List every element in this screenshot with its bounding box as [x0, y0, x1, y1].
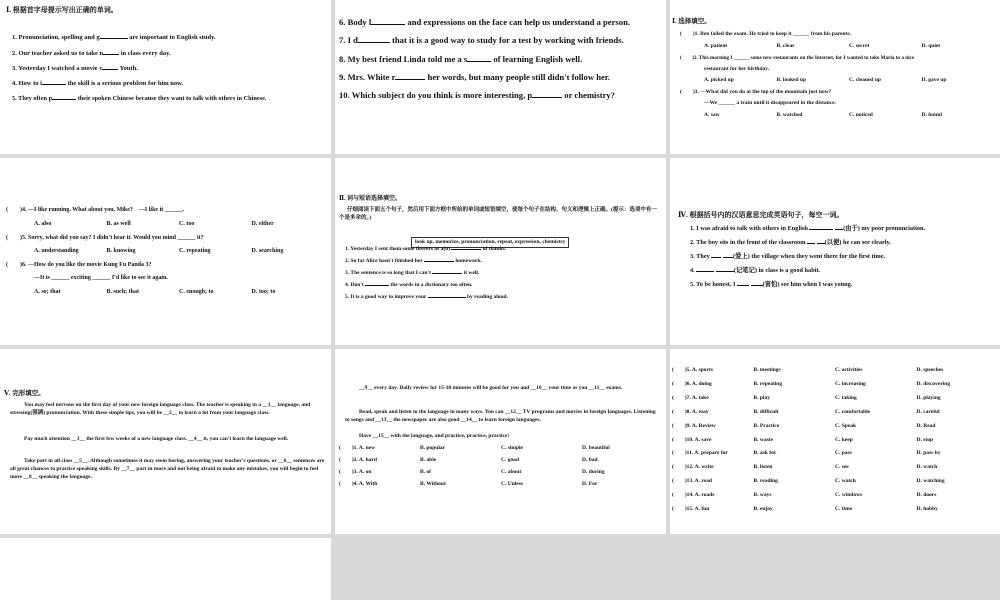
answer-blank[interactable]: [532, 96, 562, 98]
answer-blank[interactable]: [696, 270, 714, 272]
slide-cloze-passage: [0, 349, 331, 534]
question-1: 1. Yesterday I sent them some flowers as a(n) of thanks.: [345, 246, 507, 252]
question-2: 2. Our teacher asked us to take n in class every day.: [12, 50, 171, 57]
option-d[interactable]: D. quiet: [921, 43, 941, 49]
passage-paragraph-3: Take part in all class __5__. Although sometimes it may seem boring, answering your teacher's questions, or __6__ sentences are all great chances to practice speaking skills. By __7__ part in more and not being afraid to make any mistakes, you will begin to feel more __8__ speaking the language.: [10, 458, 325, 480]
answer-blank[interactable]: [371, 23, 405, 25]
section-heading: Ⅱ. 词与短语选择填空。: [339, 196, 402, 202]
option-row-2: ( )2. A. hard B. able C. good D. bad: [339, 457, 598, 463]
question-6-cont: —It is ______ exciting ______ I'd like to see it again.: [34, 275, 168, 281]
question-3: 3. They (爱上) the village when they went there for the first time.: [690, 253, 886, 260]
question-1: 1. Pronunciation, spelling and g are important to English study.: [12, 34, 216, 41]
answer-blank[interactable]: [751, 284, 763, 286]
answer-blank[interactable]: [451, 248, 481, 250]
answer-blank[interactable]: [737, 284, 749, 286]
question-7: 7. I d that it is a good way to study for a test by working with friends.: [339, 35, 624, 45]
option-b[interactable]: B. as well: [106, 221, 131, 227]
answer-blank[interactable]: [723, 256, 733, 258]
section-heading: Ⅳ. 根据括号内的汉语意思完成英语句子，每空一词。: [678, 211, 844, 219]
option-a[interactable]: A. so; that: [34, 289, 61, 295]
answer-blank[interactable]: [711, 256, 721, 258]
slide-word-choice: [335, 158, 666, 345]
question-1: 1. I was afraid to talk with others in English (由于) my poor pronunciation.: [690, 225, 926, 232]
question-1: ( )1. Ben failed the exam. He tried to keep it ______ from his parents.: [680, 31, 851, 37]
answer-blank[interactable]: [807, 242, 815, 244]
answer-blank[interactable]: [467, 60, 491, 62]
options-2: [704, 77, 994, 84]
instructions: 仔细阅读下面五个句子，然后用下面方框中所给的单词或短语填空，使每个句子在结构、句义和逻辑上正确。(提示：选项中有一个是多余的。): [339, 207, 657, 221]
option-d[interactable]: D. gave up: [921, 77, 947, 83]
option-a[interactable]: A. understanding: [34, 248, 79, 254]
option-row-6: ( )6. A. doing B. repeating C. increasing D. discovering: [672, 381, 951, 387]
question-2: 2. So far Alice hasn't finished her homework.: [345, 258, 482, 264]
option-c[interactable]: C. repeating: [179, 248, 211, 254]
option-b[interactable]: B. looked up: [776, 77, 806, 83]
answer-blank[interactable]: [52, 98, 76, 100]
question-9: 9. Mrs. White r her words, but many people still didn't follow her.: [339, 72, 610, 82]
question-8: 8. My best friend Linda told me a s of learning English well.: [339, 54, 583, 64]
option-row-1: ( )1. A. new B. popular C. simple D. beautiful: [339, 445, 610, 451]
option-row-11: ( )11. A. prepare for B. ask for C. pass D. pass by: [672, 450, 941, 456]
option-a[interactable]: A. picked up: [704, 77, 734, 83]
passage-paragraph-5: Read, speak and listen to the language in many ways. You can __12__ TV programs and movies in foreign languages. Listening to songs and __13__ the newspaper are also good __14__ to learn foreign languages.: [345, 409, 656, 423]
answer-blank[interactable]: [102, 68, 118, 70]
option-d[interactable]: D. either: [251, 221, 274, 227]
option-row-8: ( )8. A. easy B. difficult C. comfortable D. careful: [672, 409, 940, 415]
question-4: 4. (记笔记) in class is a good habit.: [690, 267, 821, 274]
answer-blank[interactable]: [428, 296, 466, 298]
question-4: ( )4. —I like running. What about you, Mike? —I like it ______.: [6, 207, 185, 213]
option-row-13: ( )13. A. read B. reading C. watch D. watching: [672, 478, 945, 484]
answer-blank[interactable]: [42, 83, 66, 85]
question-3-cont: —We ______ a train until it disappeared in the distance.: [704, 100, 836, 106]
option-row-15: ( )15. A. fun B. enjoy C. time D. hobby: [672, 506, 938, 512]
slide-cloze-options: [670, 349, 1000, 534]
question-5: ( )5. Sorry, what did you say? I didn't hear it. Would you mind ______ it?: [6, 235, 204, 241]
option-row-14: ( )14. A. roads B. ways C. windows D. doors: [672, 492, 937, 498]
option-d[interactable]: D. searching: [251, 248, 284, 254]
section-heading: Ⅰ. 根据首字母提示写出正确的单词。: [6, 6, 118, 14]
option-b[interactable]: B. clear: [776, 43, 795, 49]
option-a[interactable]: A. patient: [704, 43, 728, 49]
options-3: [704, 112, 994, 119]
option-row-7: ( )7. A. take B. play C. taking D. playing: [672, 395, 941, 401]
slide-translation: [670, 158, 1000, 345]
question-5: 5. They often p their spoken Chinese because they want to talk with others in Chinese.: [12, 95, 267, 102]
option-c[interactable]: C. secret: [849, 43, 870, 49]
option-c[interactable]: C. enough; to: [179, 289, 214, 295]
answer-blank[interactable]: [365, 284, 389, 286]
slide-word-spelling-continued: [335, 0, 666, 154]
question-3: 3. Yesterday I watched a movie c Youth.: [12, 65, 138, 72]
answer-blank[interactable]: [100, 37, 128, 39]
answer-blank[interactable]: [424, 260, 454, 262]
option-b[interactable]: B. knowing: [106, 248, 136, 254]
question-2-cont: restaurant for her birthday.: [704, 66, 770, 72]
answer-blank[interactable]: [432, 272, 462, 274]
passage-paragraph-2: Pay much attention __3__ the first few weeks of a new language class. __4__ it, you can't learn the language well.: [24, 436, 289, 442]
option-row-5: ( )5. A. sports B. meetings C. activities D. speeches: [672, 367, 944, 373]
options-6: [34, 288, 324, 296]
question-3: 3. The sentence is so long that I can't it well.: [345, 270, 480, 276]
answer-blank[interactable]: [716, 270, 734, 272]
option-c[interactable]: C. too: [179, 221, 195, 227]
option-row-3: ( )3. A. on B. of C. about D. during: [339, 469, 605, 475]
question-5: 5. It is a good way to improve your by reading aloud.: [345, 294, 508, 300]
option-a[interactable]: A. saw: [704, 112, 720, 118]
answer-blank[interactable]: [809, 228, 833, 230]
question-2: 2. The boy sits in the front of the classroom (以便) he can see clearly.: [690, 239, 891, 246]
option-d[interactable]: D. too; to: [251, 289, 276, 295]
passage-paragraph-4: __9__ every day. Daily review for 15-30 minutes will be good for you and __10__ your time as you __11__ exams.: [359, 385, 623, 391]
options-1: [704, 43, 994, 50]
question-3: ( )3. —What did you do at the top of the mountain just now?: [680, 89, 832, 95]
option-row-4: ( )4. A. With B. Without C. Unless D. For: [339, 481, 598, 487]
section-heading: Ⅴ. 完形填空。: [4, 390, 45, 397]
question-10: 10. Which subject do you think is more interesting, p or chemistry?: [339, 90, 615, 100]
answer-blank[interactable]: [835, 228, 843, 230]
question-6: ( )6. —How do you like the movie Kung Fu Panda 3?: [6, 262, 152, 268]
option-c[interactable]: C. noticed: [849, 112, 873, 118]
answer-blank[interactable]: [358, 41, 390, 43]
question-4: 4. How to i the skill is a serious problem for him now.: [12, 80, 184, 87]
option-c[interactable]: C. cleaned up: [849, 77, 881, 83]
answer-blank[interactable]: [817, 242, 825, 244]
slide-cloze-continued: [335, 349, 666, 534]
options-5: [34, 247, 324, 255]
option-row-9: ( )9. A. Review B. Practice C. Speak D. Read: [672, 423, 936, 429]
slide-word-spelling: [0, 0, 331, 154]
question-2: ( )2. This morning I ______ some new restaurants on the Internet, for I wanted to take Maria to a nice: [680, 55, 915, 61]
slide-blank: [0, 538, 331, 600]
option-row-12: ( )12. A. write B. listen C. see D. watch: [672, 464, 938, 470]
answer-blank[interactable]: [103, 53, 119, 55]
passage-paragraph-1: You may feel nervous on the first day of your new foreign language class. The teacher is speaking in a __1__ language, and stressing(强调) pronunciation. With these simple tips, you will be __2__ to learn a lot from your language class.: [10, 402, 311, 416]
option-b[interactable]: B. such; that: [106, 289, 140, 295]
slide-multiple-choice-2: [0, 158, 331, 345]
option-a[interactable]: A. also: [34, 221, 52, 227]
option-row-10: ( )10. A. save B. waste C. keep D. stop: [672, 437, 934, 443]
slide-multiple-choice-1: [670, 0, 1000, 154]
question-6: 6. Body l and expressions on the face can help us understand a person.: [339, 17, 630, 27]
option-d[interactable]: D. found: [921, 112, 942, 118]
passage-paragraph-6: Have __15__ with the language, and practice, practice, practice!: [359, 433, 510, 439]
options-4: [34, 220, 324, 228]
word-box-list: look up, memorize, pronunciation, repeat, expression, chemistry: [411, 237, 569, 248]
option-b[interactable]: B. watched: [776, 112, 803, 118]
answer-blank[interactable]: [395, 78, 425, 80]
question-4: 4. Don't the words in a dictionary too often.: [345, 282, 473, 288]
question-5: 5. To be honest, I (害怕) see him when I was young.: [690, 281, 853, 288]
section-heading: Ⅰ. 选择填空。: [672, 18, 711, 25]
